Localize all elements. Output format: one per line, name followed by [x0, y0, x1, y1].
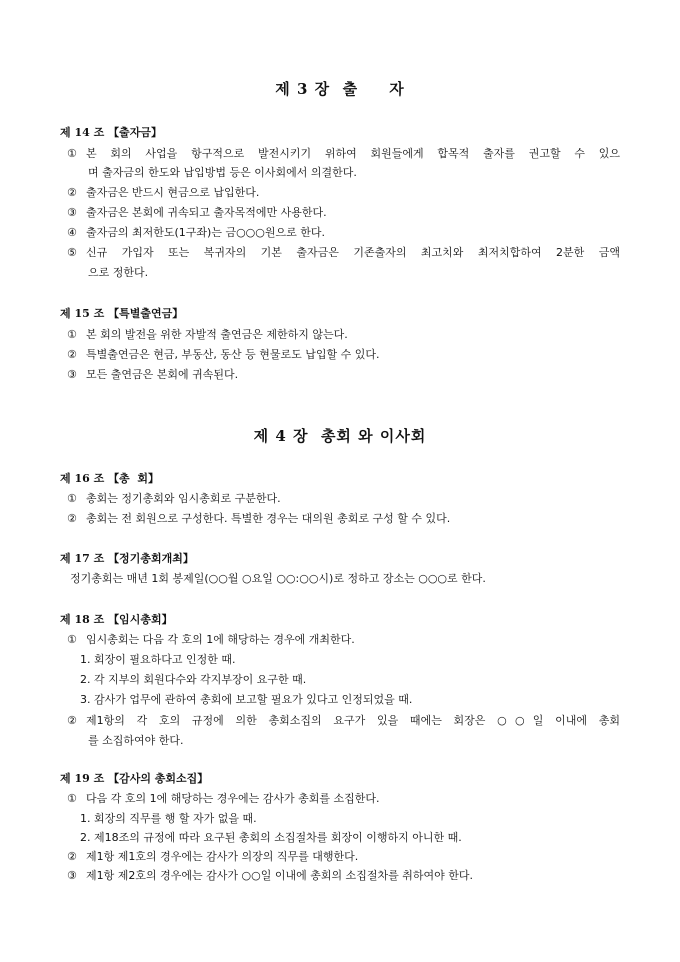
circled-number-marker: ①	[67, 328, 77, 341]
circled-number-marker: ③	[67, 206, 77, 219]
article-number: 제 17 조	[60, 552, 105, 565]
article-name: 【정기총회개최】	[108, 552, 194, 565]
article-16-item-2: ② 총회는 전 회원으로 구성한다. 특별한 경우는 대의원 총회로 구성 할 수 있다.	[67, 512, 451, 525]
circled-number-marker: ②	[67, 512, 77, 525]
article-18-sub-1: 1. 회장이 필요하다고 인정한 때.	[80, 653, 236, 666]
circled-number-marker: ②	[67, 186, 77, 199]
article-14-item-5-line-2: 으로 정한다.	[88, 266, 149, 279]
article-17-text: 정기총회는 매년 1회 봉제일(○○월 ○요일 ○○:○○시)로 정하고 장소는 ○○○로 한다.	[70, 572, 486, 585]
article-18-item-2-line-2: 를 소집하여야 한다.	[88, 734, 184, 747]
circled-number-marker: ①	[67, 633, 77, 646]
chapter-3-heading: 제 3 장 출 자	[275, 80, 405, 98]
article-14-title	[60, 124, 162, 140]
circled-number-marker: ③	[67, 368, 77, 381]
article-name: 【임시총회】	[108, 613, 173, 626]
article-18-title	[60, 611, 173, 627]
article-number: 제 18 조	[60, 613, 105, 626]
article-15-title	[60, 305, 183, 321]
circled-number-marker: ②	[67, 348, 77, 361]
article-18-item-1: ① 임시총회는 다음 각 호의 1에 해당하는 경우에 개최한다.	[67, 633, 355, 646]
article-19-title	[60, 770, 208, 786]
article-19-item-3: ③ 제1항 제2호의 경우에는 감사가 ○○일 이내에 총회의 소집절차를 취하여야 한다.	[67, 869, 473, 882]
article-14-item-5-line-1: ⑤ 신규 가입자 또는 복귀자의 기본 출자금은 기존출자의 최고치와 최저치합하여 2분한 금액	[67, 246, 620, 259]
article-name: 【총 회】	[108, 472, 159, 485]
circled-number-marker: ⑤	[67, 246, 77, 259]
article-14-item-1-line-2: 며 출자금의 한도와 납입방법 등은 이사회에서 의결한다.	[88, 166, 357, 179]
article-19-item-1: ① 다음 각 호의 1에 해당하는 경우에는 감사가 총회를 소집한다.	[67, 792, 380, 805]
article-name: 【감사의 총회소집】	[108, 772, 209, 785]
article-15-item-1: ① 본 회의 발전을 위한 자발적 출연금은 제한하지 않는다.	[67, 328, 348, 341]
article-19-item-2: ② 제1항 제1호의 경우에는 감사가 의장의 직무를 대행한다.	[67, 850, 359, 863]
article-15-item-3: ③ 모든 출연금은 본회에 귀속된다.	[67, 368, 239, 381]
article-17-title	[60, 550, 194, 566]
article-19-sub-2: 2. 제18조의 규정에 따라 요구된 총회의 소집절차를 회장이 이행하지 아니한 때.	[80, 831, 462, 844]
circled-number-marker: ②	[67, 850, 77, 863]
article-18-sub-2: 2. 각 지부의 회원다수와 각지부장이 요구한 때.	[80, 673, 307, 686]
article-name: 【출자금】	[108, 126, 162, 139]
article-18-sub-3: 3. 감사가 업무에 관하여 총회에 보고할 필요가 있다고 인정되었을 때.	[80, 693, 413, 706]
article-number: 제 15 조	[60, 307, 105, 320]
article-14-item-3: ③ 출자금은 본회에 귀속되고 출자목적에만 사용한다.	[67, 206, 327, 219]
article-number: 제 16 조	[60, 472, 105, 485]
article-14-item-2: ② 출자금은 반드시 현금으로 납입한다.	[67, 186, 260, 199]
article-19-sub-1: 1. 회장의 직무를 행 할 자가 없을 때.	[80, 812, 257, 825]
circled-number-marker: ①	[67, 147, 77, 160]
article-16-title	[60, 470, 159, 486]
article-18-item-2-line-1: ② 제1항의 각 호의 규정에 의한 총회소집의 요구가 있을 때에는 회장은 ○○일 이내에 총회	[67, 714, 620, 727]
circled-number-marker: ①	[67, 492, 77, 505]
circled-number-marker: ④	[67, 226, 77, 239]
article-number: 제 14 조	[60, 126, 105, 139]
article-14-item-1-line-1: ① 본 회의 사업을 항구적으로 발전시키기 위하여 회원들에게 합목적 출자를 권고할 수 있으	[67, 147, 620, 160]
article-name: 【특별출연금】	[108, 307, 184, 320]
circled-number-marker: ②	[67, 714, 77, 727]
circled-number-marker: ③	[67, 869, 77, 882]
article-16-item-1: ① 총회는 정기총회와 임시총회로 구분한다.	[67, 492, 281, 505]
chapter-4-heading: 제 4 장 총회 와 이사회	[253, 427, 427, 445]
article-number: 제 19 조	[60, 772, 105, 785]
article-15-item-2: ② 특별출연금은 현금, 부동산, 동산 등 현물로도 납입할 수 있다.	[67, 348, 380, 361]
circled-number-marker: ①	[67, 792, 77, 805]
article-14-item-4: ④ 출자금의 최저한도(1구좌)는 금○○○원으로 한다.	[67, 226, 326, 239]
